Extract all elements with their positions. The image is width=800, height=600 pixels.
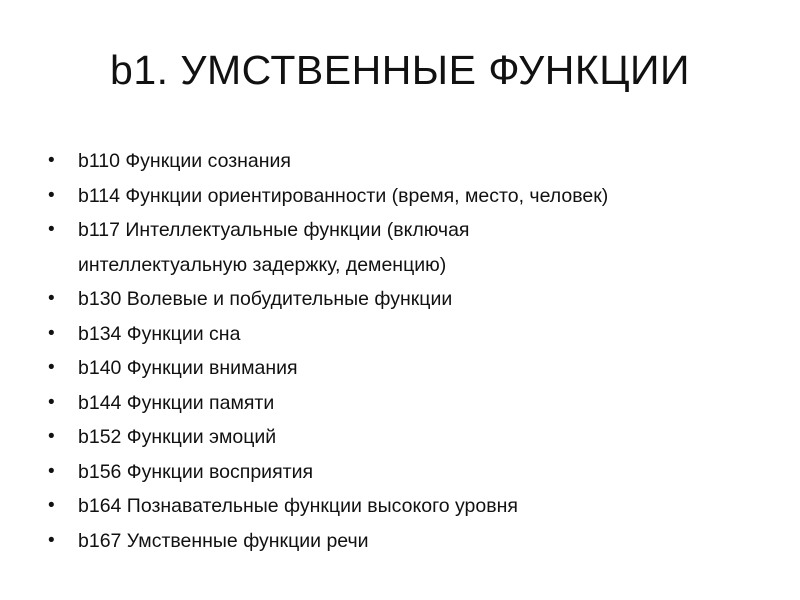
list-item-text: b134 Функции сна [78,322,241,345]
bullet-icon: • [48,391,55,413]
slide-title: b1. УМСТВЕННЫЕ ФУНКЦИИ [110,47,690,93]
bullet-list [46,144,756,558]
bullet-icon: • [48,426,55,447]
list-item-text: b156 Функции восприятия [78,460,314,483]
list-item-text: b164 Познавательные функции высокого уровня [78,495,518,517]
list-item-b156 [46,455,756,490]
list-item-text: b130 Волевые и побудительные функции [78,288,453,310]
list-item-b144 [46,386,756,421]
bullet-icon: • [48,529,55,551]
bullet-icon: • [48,357,55,378]
list-item-b110 [46,144,756,179]
bullet-icon: • [48,288,55,309]
list-item-b167 [46,524,756,559]
list-item-text-line-1: b117 Интеллектуальные функции (включая [78,219,470,241]
list-item-text: b110 Функции сознания [78,150,291,172]
bullet-icon: • [48,322,55,344]
bullet-icon: • [48,460,55,482]
list-item-text: b144 Функции памяти [78,391,275,414]
list-item-b114 [46,179,756,214]
bullet-icon: • [48,495,55,516]
bullet-icon: • [48,150,55,171]
list-item-text-line-2: интеллектуальную задержку, деменцию) [78,253,447,276]
bullet-icon: • [48,219,55,240]
list-item-text: b114 Функции ориентированности (время, место, человек) [78,184,609,207]
bullet-icon: • [48,184,55,206]
list-item-b140 [46,351,756,386]
list-item-b117 [46,213,756,282]
list-item-text: b152 Функции эмоций [78,426,277,448]
list-item-b130 [46,282,756,317]
list-item-b152 [46,420,756,455]
list-item-b134 [46,317,756,352]
list-item-b164 [46,489,756,524]
list-item-text: b167 Умственные функции речи [78,529,369,552]
list-item-text [78,213,756,282]
list-item-text: b140 Функции внимания [78,357,298,379]
